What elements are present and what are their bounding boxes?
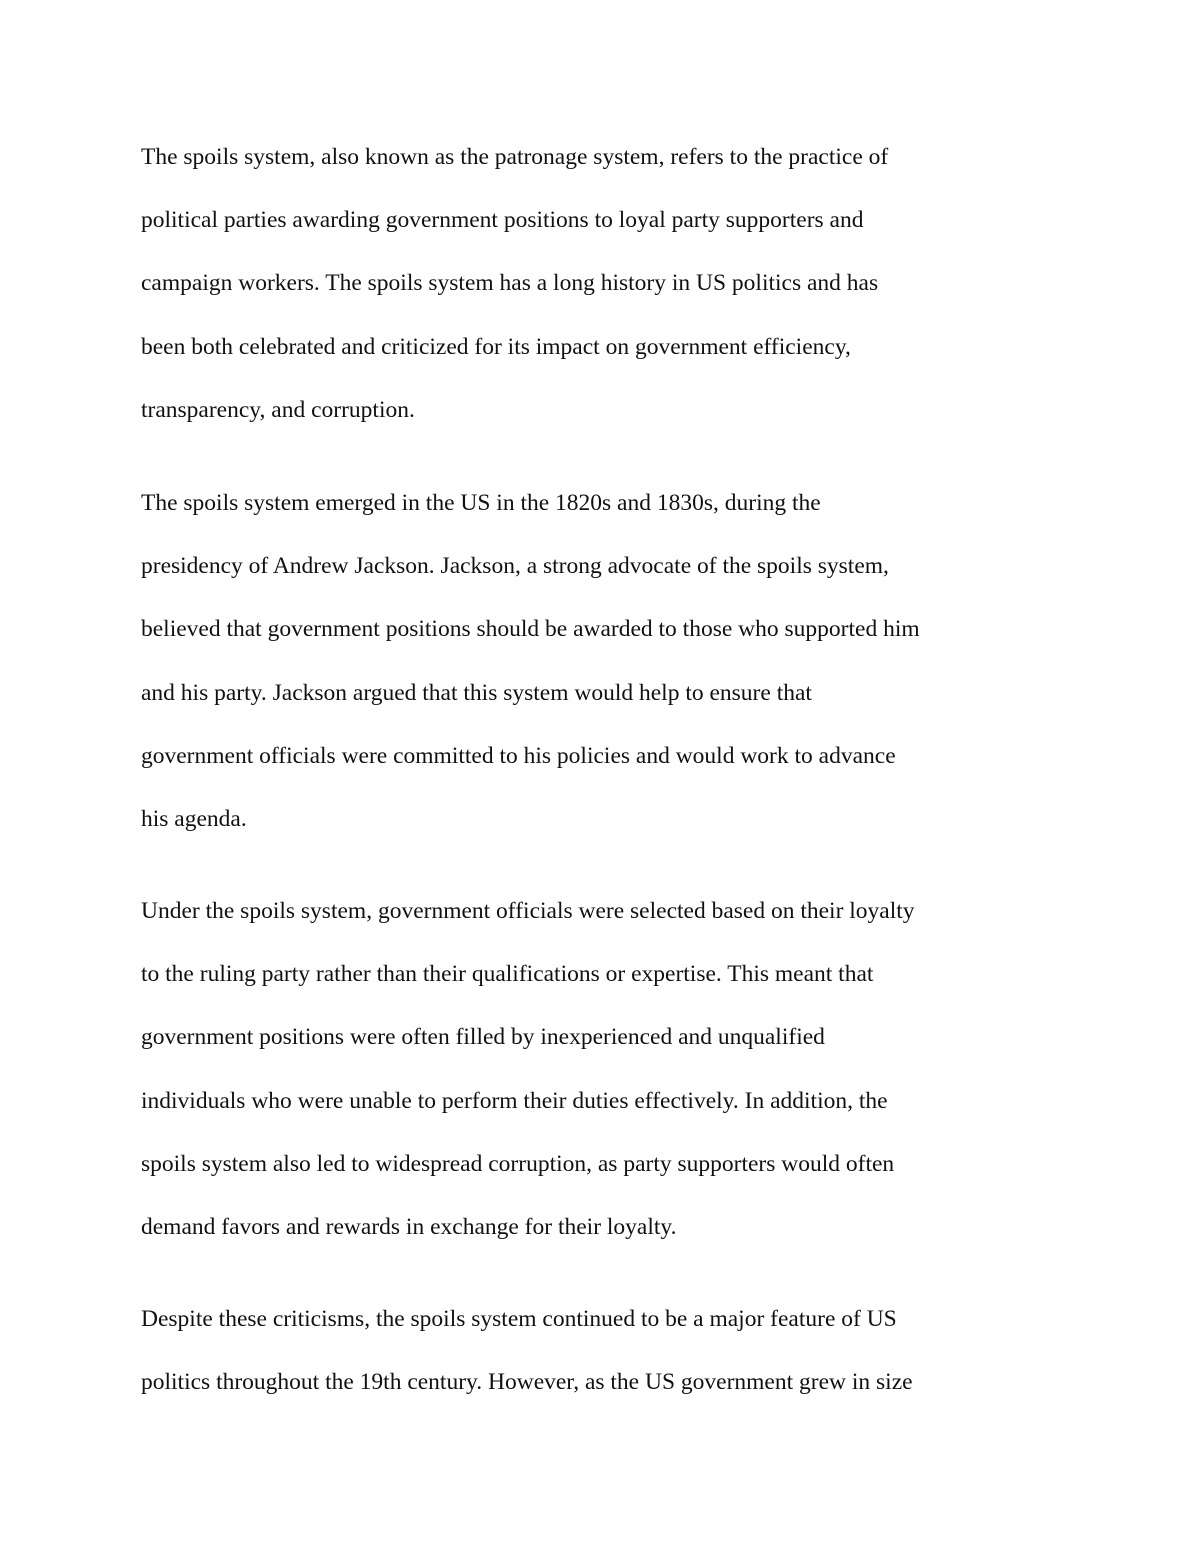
paragraph-line: presidency of Andrew Jackson. Jackson, a strong advocate of the spoils system, bbox=[141, 553, 889, 580]
paragraph-line: believed that government positions should be awarded to those who supported him bbox=[141, 616, 920, 643]
paragraph-2 bbox=[141, 472, 1061, 851]
paragraph-line: politics throughout the 19th century. However, as the US government grew in size bbox=[141, 1369, 913, 1396]
paragraph-line: government positions were often filled by inexperienced and unqualified bbox=[141, 1024, 825, 1051]
paragraph-line: Despite these criticisms, the spoils system continued to be a major feature of US bbox=[141, 1306, 897, 1332]
paragraph-line: spoils system also led to widespread corruption, as party supporters would often bbox=[141, 1150, 895, 1177]
paragraph-line: transparency, and corruption. bbox=[141, 396, 415, 423]
paragraph-line: Under the spoils system, government officials were selected based on their loyalty bbox=[141, 898, 915, 924]
paragraph-line: to the ruling party rather than their qualifications or expertise. This meant that bbox=[141, 961, 874, 988]
paragraph-line: his agenda. bbox=[141, 805, 247, 832]
paragraph-line: and his party. Jackson argued that this system would help to ensure that bbox=[141, 679, 812, 706]
paragraph-1 bbox=[141, 126, 1061, 442]
paragraph-4 bbox=[141, 1288, 1061, 1414]
paragraph-line: political parties awarding government positions to loyal party supporters and bbox=[141, 207, 864, 234]
paragraph-line: demand favors and rewards in exchange for their loyalty. bbox=[141, 1213, 677, 1240]
paragraph-line: government officials were committed to his policies and would work to advance bbox=[141, 742, 896, 769]
paragraph-line: The spoils system emerged in the US in the 1820s and 1830s, during the bbox=[141, 490, 821, 516]
paragraph-line: individuals who were unable to perform their duties effectively. In addition, the bbox=[141, 1087, 888, 1114]
paragraph-3 bbox=[141, 880, 1061, 1259]
paragraph-line: The spoils system, also known as the patronage system, refers to the practice of bbox=[141, 144, 889, 170]
paragraph-line: been both celebrated and criticized for its impact on government efficiency, bbox=[141, 333, 851, 360]
paragraph-line: campaign workers. The spoils system has a long history in US politics and has bbox=[141, 270, 879, 297]
